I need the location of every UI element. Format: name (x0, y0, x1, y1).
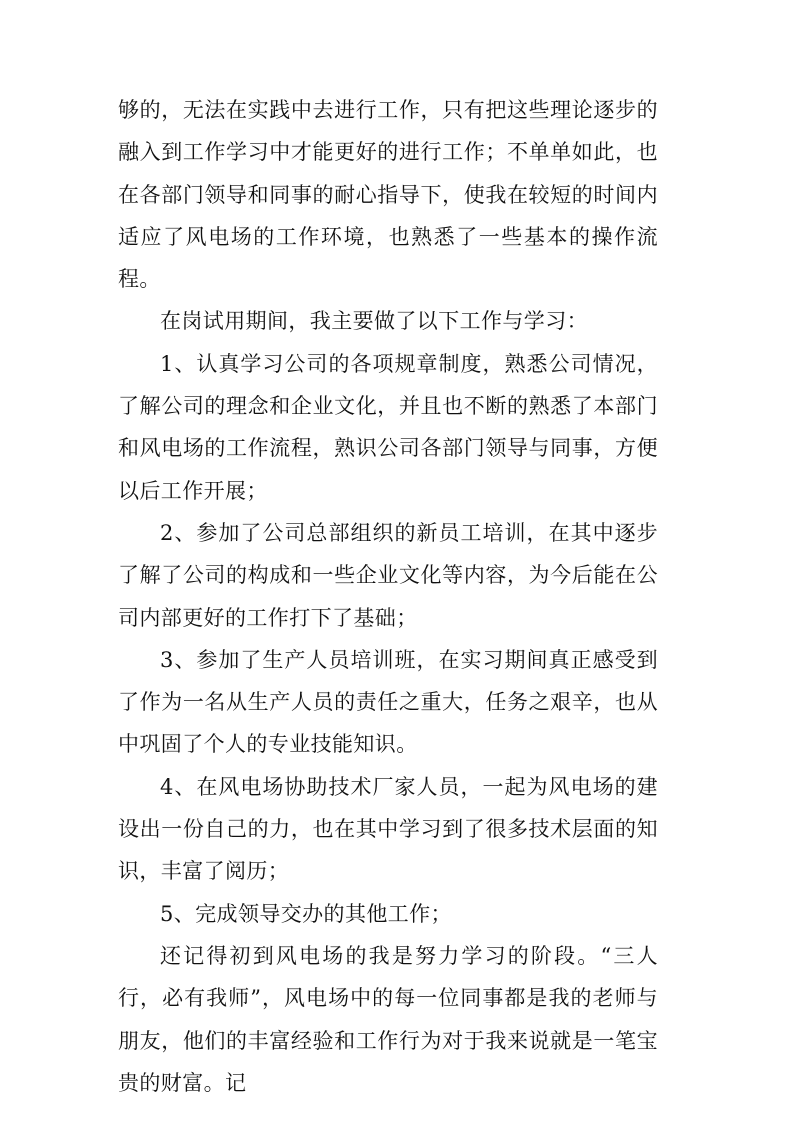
list-item-2: 2、参加了公司总部组织的新员工培训，在其中逐步了解了公司的构成和一些企业文化等内容，为今后能在公司内部更好的工作打下了基础； (118, 520, 658, 630)
list-item-4: 4、在风电场协助技术厂家人员，一起为风电场的建设出一份自己的力，也在其中学习到了很多技术层面的知识，丰富了阅历； (118, 774, 658, 884)
paragraph-intro: 在岗试用期间，我主要做了以下工作与学习： (160, 309, 588, 334)
list-item-5: 5、完成领导交办的其他工作； (160, 901, 452, 926)
paragraph-reflection: 还记得初到风电场的我是努力学习的阶段。“三人行，必有我师”，风电场中的每一位同事都是我的老师与朋友，他们的丰富经验和工作行为对于我来说就是一笔宝贵的财富。记 (118, 943, 658, 1095)
paragraph-continuation: 够的，无法在实践中去进行工作，只有把这些理论逐步的融入到工作学习中才能更好的进行工作；不单单如此，也在各部门领导和同事的耐心指导下，使我在较短的时间内适应了风电场的工作环境，也熟悉了一些基本的操作流程。 (118, 98, 658, 292)
body-text (118, 89, 658, 1104)
list-item-1: 1、认真学习公司的各项规章制度，熟悉公司情况，了解公司的理念和企业文化，并且也不断的熟悉了本部门和风电场的工作流程，熟识公司各部门领导与同事，方便以后工作开展； (118, 351, 658, 503)
list-item-3: 3、参加了生产人员培训班，在实习期间真正感受到了作为一名从生产人员的责任之重大，任务之艰辛，也从中巩固了个人的专业技能知识。 (118, 647, 658, 757)
